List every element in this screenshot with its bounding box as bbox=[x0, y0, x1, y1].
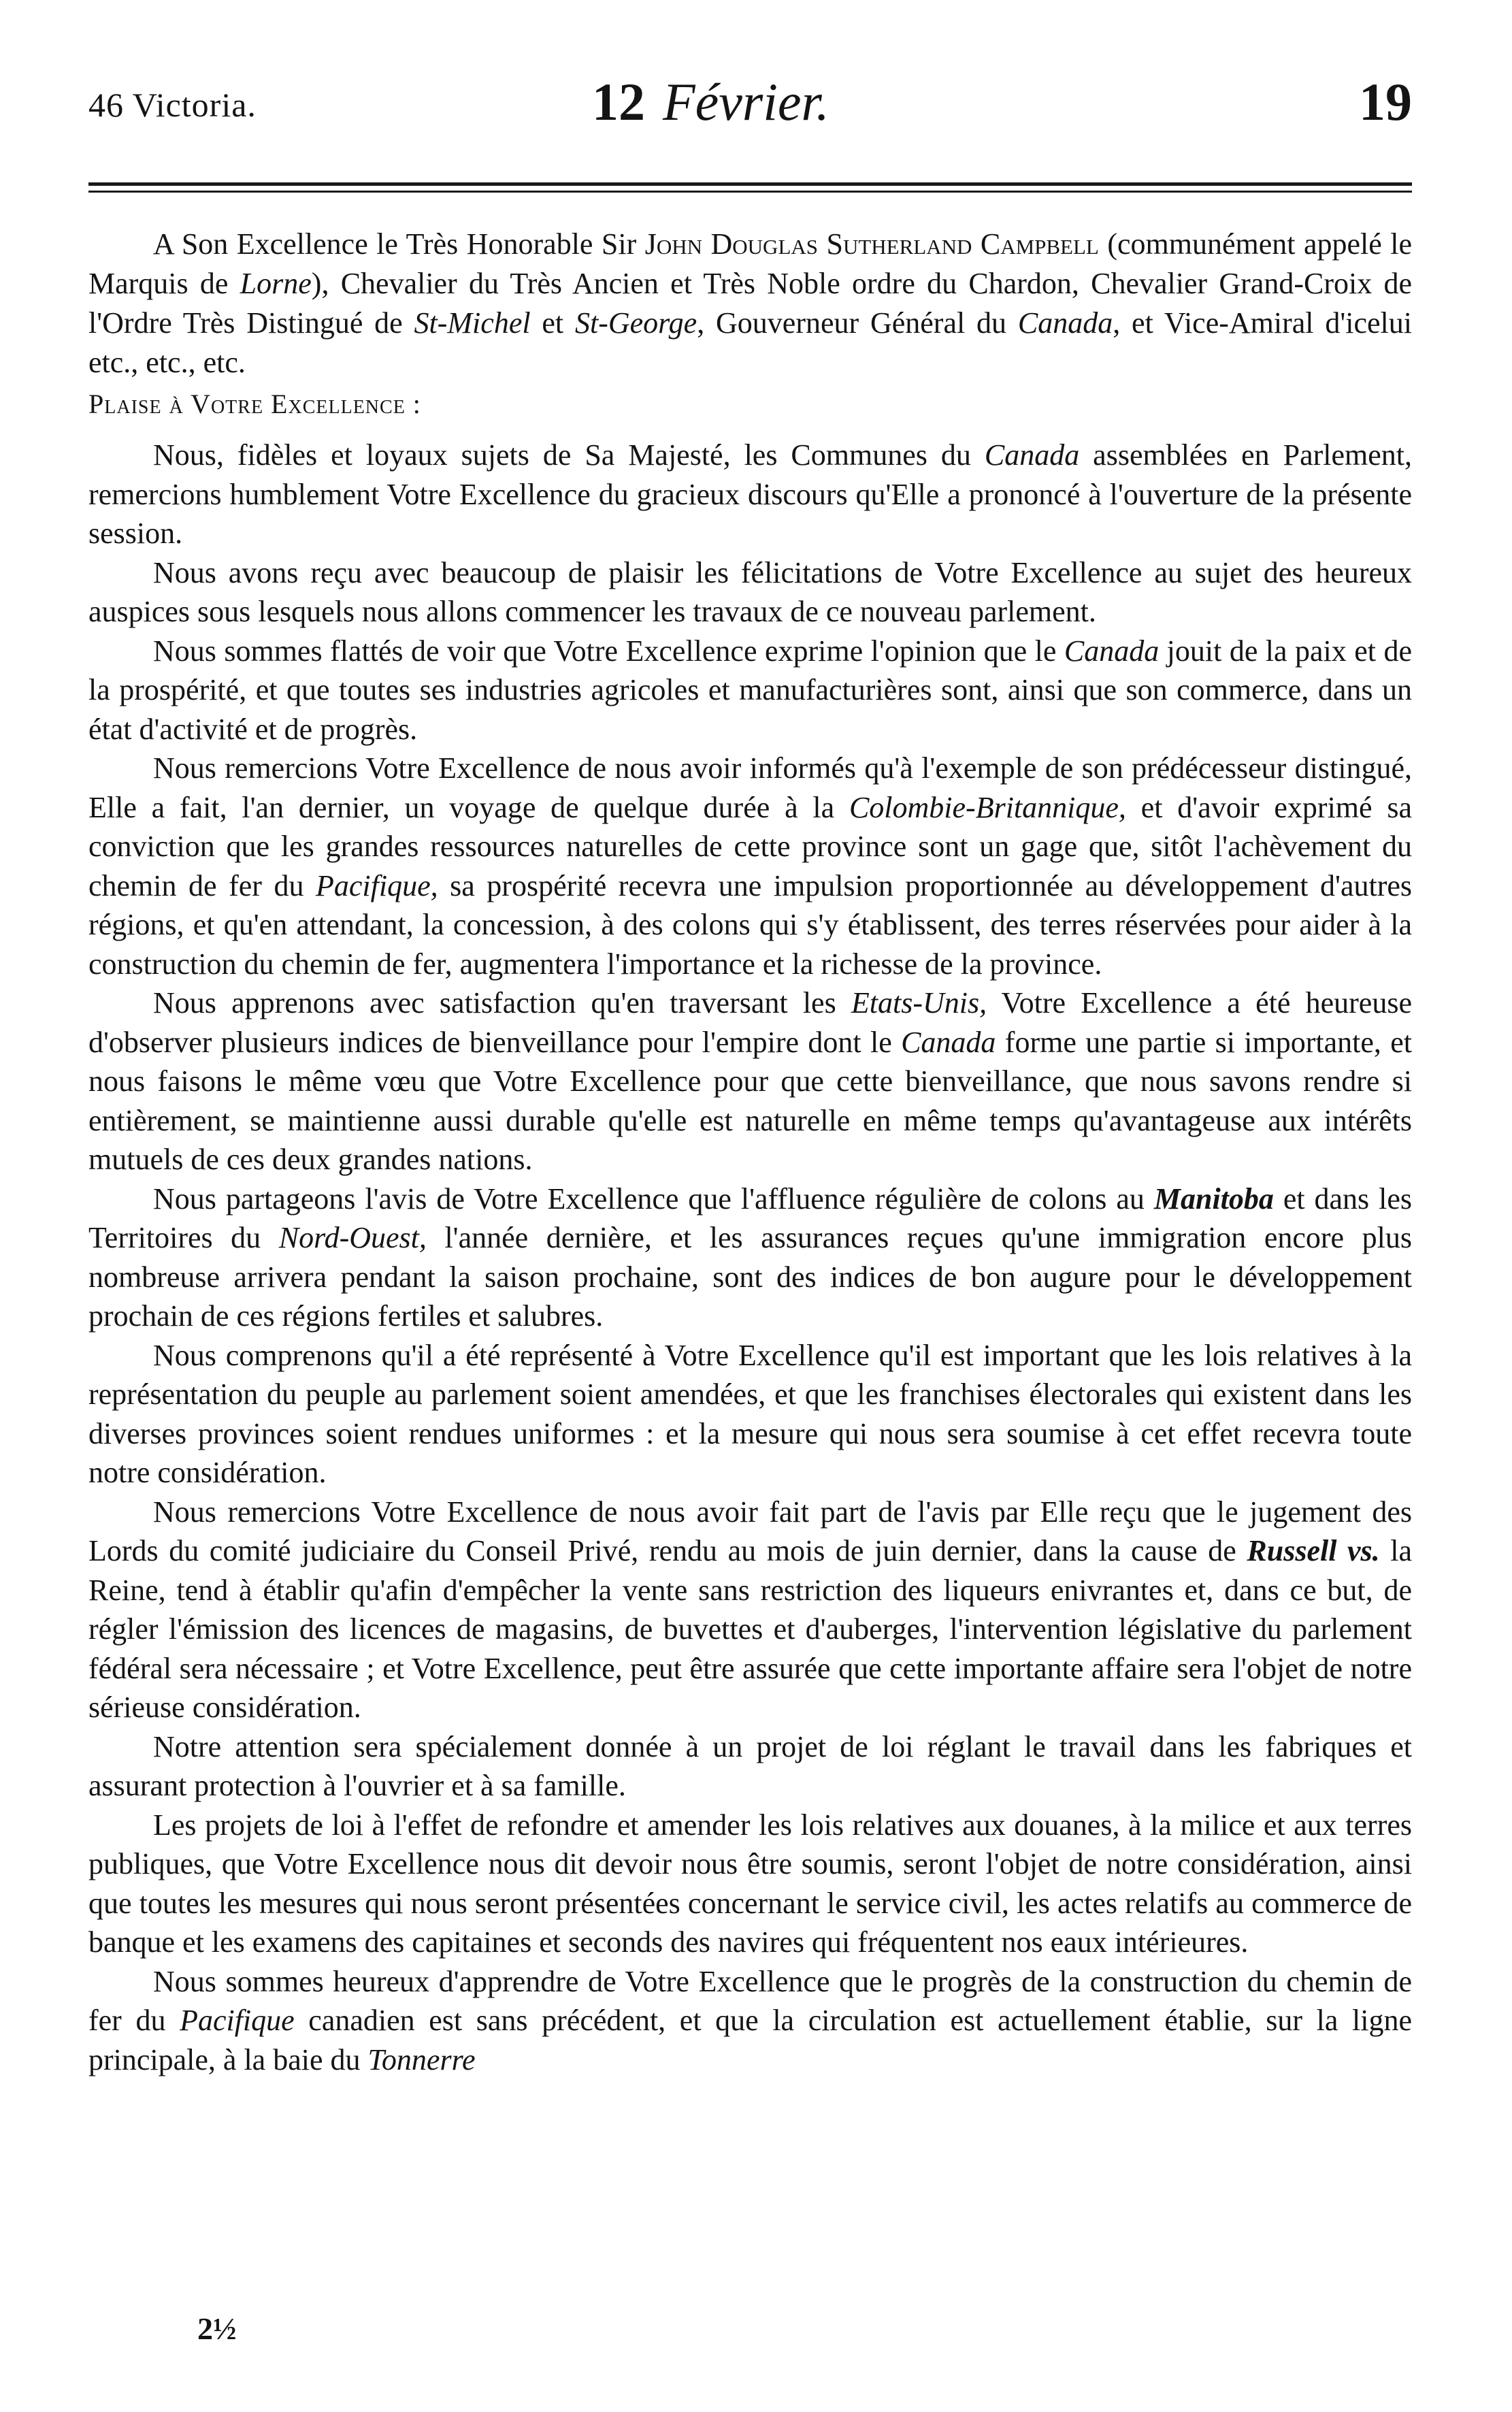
reply-body bbox=[88, 436, 1412, 2079]
paragraph-6 bbox=[88, 1179, 1412, 1336]
paragraph-text: l'année dernière, et les assurances reçues qu'une immigration encore plus nombreuse arrivera pendant la saison prochaine, sont des indices de bon augure pour le développement prochain de ces régions fertiles et salubres. bbox=[88, 1221, 1412, 1333]
paragraph-italic: Pacifique bbox=[180, 2004, 295, 2037]
paragraph-11 bbox=[88, 1962, 1412, 2080]
paragraph-text: Nous, fidèles et loyaux sujets de Sa Majesté, les Communes du bbox=[153, 438, 985, 472]
paragraph-italic: Colombie-Britannique, bbox=[849, 790, 1126, 824]
paragraph-1 bbox=[88, 436, 1412, 553]
address-italic: Canada bbox=[1017, 306, 1113, 340]
paragraph-8 bbox=[88, 1493, 1412, 1727]
paragraph-text: Nous remercions Votre Excellence de nous avoir informés qu'à l'exemple de son prédécesseur distingué, Elle a fait, l'an dernier, un voyage de quelque durée à la bbox=[88, 751, 1412, 824]
header-rule-thick bbox=[88, 182, 1412, 186]
paragraph-text: et dans les Territoires du bbox=[88, 1181, 1412, 1254]
paragraph-text: Votre Excellence a été heureuse d'observer plusieurs indices de bienveillance pour l'empire dont le bbox=[88, 986, 1412, 1059]
paragraph-italic: Etats-Unis, bbox=[851, 986, 987, 1020]
paragraph-italic: Canada bbox=[1064, 634, 1160, 668]
running-header bbox=[88, 65, 1412, 140]
page-header-area bbox=[88, 65, 1412, 140]
salutation: Plaise à Votre Excellence : bbox=[88, 389, 421, 419]
address-block bbox=[88, 225, 1412, 382]
paragraph-text: Nous remercions Votre Excellence de nous avoir fait part de l'avis par Elle reçu que le jugement des Lords du comité judiciaire du Conseil Privé, rendu au mois de juin dernier, dans la cause de bbox=[88, 1495, 1412, 1567]
paragraph-3 bbox=[88, 632, 1412, 749]
paragraph-italic: Canada bbox=[984, 438, 1080, 472]
address-italic: Lorne bbox=[240, 267, 312, 300]
header-month: Février. bbox=[663, 72, 829, 131]
paragraph-4 bbox=[88, 749, 1412, 983]
paragraph-italic: Russell vs. bbox=[1247, 1534, 1380, 1567]
paragraph-9: Notre attention sera spécialement donnée à un projet de loi réglant le travail dans les fabriques et assurant protection à l'ouvrier et à sa famille. bbox=[88, 1729, 1412, 1802]
paragraph-text: Nous apprenons avec satisfaction qu'en traversant les bbox=[153, 986, 851, 1020]
paragraph-italic: Tonnerre bbox=[367, 2042, 476, 2076]
paragraph-text: Nous sommes heureux d'apprendre de Votre Excellence que le progrès de la construction du chemin de fer du bbox=[88, 1964, 1412, 2037]
paragraph-text: Nous sommes flattés de voir que Votre Excellence exprime l'opinion que le bbox=[153, 634, 1064, 668]
header-day: 12 bbox=[592, 72, 645, 131]
paragraph-7: Nous comprenons qu'il a été représenté à Votre Excellence qu'il est important que les lois relatives à la représentation du peuple au parlement soient amendées, et que les franchises électorales qui existent dans les diverses provinces soient rendues uniformes : et la mesure qui nous sera soumise à cet effet recevra toute notre considération. bbox=[88, 1338, 1412, 1489]
address-italic: St-George bbox=[574, 306, 697, 340]
address-text: , Gouverneur Général du bbox=[697, 306, 1018, 340]
paragraph-italic: Canada bbox=[901, 1025, 996, 1059]
paragraph-2: Nous avons reçu avec beaucoup de plaisir les félicitations de Votre Excellence au sujet des heureux auspices sous lesquels nous allons commencer les travaux de ce nouveau parlement. bbox=[88, 555, 1412, 628]
paragraph-10: Les projets de loi à l'effet de refondre et amender les lois relatives aux douanes, à la milice et aux terres publiques, que Votre Excellence nous dit devoir nous être soumis, seront l'objet de notre considération, ainsi que toutes les mesures qui nous seront présentées concernant le service civil, les actes relatifs au commerce de banque et les examens des capitaines et seconds des navires qui fréquentent nos eaux intérieures. bbox=[88, 1808, 1412, 1959]
address-text: ), Chevalier du Très Ancien et Très Noble ordre du Chardon, Chevalier Grand-Croix de l'Ordre Très Distingué de bbox=[88, 267, 1412, 340]
governor-name: John Douglas Sutherland Campbell bbox=[644, 227, 1099, 261]
paragraph-text: et d'avoir exprimé sa conviction que les grandes ressources naturelles de cette province sont un gage que, sitôt l'achèvement du chemin de fer du bbox=[88, 790, 1413, 902]
paragraph-5 bbox=[88, 983, 1412, 1179]
header-rule-thin bbox=[88, 191, 1412, 193]
paragraph-italic: Nord-Ouest, bbox=[278, 1221, 427, 1254]
address-italic: St-Michel bbox=[414, 306, 531, 340]
paragraph-text: la Reine, tend à établir qu'afin d'empêcher la vente sans restriction des liqueurs enivrantes et, dans ce but, de régler l'émission des licences de magasins, de buvettes et d'auberges, l'intervention législative du parlement fédéral sera nécessaire ; et Votre Excellence, peut être assurée que cette importante affaire sera l'objet de notre sérieuse considération. bbox=[88, 1534, 1412, 1724]
paragraph-text: jouit de la paix et de la prospérité, et que toutes ses industries agricoles et manufacturières sont, ainsi que son commerce, dans un état d'activité et de progrès. bbox=[88, 634, 1412, 746]
signature-mark: 2½ bbox=[197, 2311, 237, 2346]
paragraph-italic: Pacifique, bbox=[315, 868, 438, 902]
address-text: A Son Excellence le Très Honorable Sir bbox=[153, 227, 645, 261]
header-date bbox=[592, 71, 829, 133]
address-text: (communément appelé le Marquis de bbox=[88, 227, 1412, 300]
paragraph-text: forme une partie si importante, et nous faisons le même vœu que Votre Excellence pour que cette bienveillance, que nous savons rendre si entièrement, se maintienne aussi durable qu'elle est naturelle en même temps qu'avantageuse aux intérêts mutuels de ces deux grandes nations. bbox=[88, 1025, 1412, 1176]
paragraph-text: assemblées en Parlement, remercions humblement Votre Excellence du gracieux discours qu'Elle a prononcé à l'ouverture de la présente session. bbox=[88, 438, 1412, 550]
paragraph-text: Nous partageons l'avis de Votre Excellence que l'affluence régulière de colons au bbox=[153, 1181, 1154, 1216]
paragraph-text: canadien est sans précédent, et que la circulation est actuellement établie, sur la ligne principale, à la baie du bbox=[88, 2004, 1412, 2076]
paragraph-italic: Manitoba bbox=[1153, 1181, 1274, 1216]
page-number: 19 bbox=[1359, 72, 1412, 131]
address-text: et bbox=[530, 306, 575, 340]
address-text: , et Vice-Amiral d'icelui etc., etc., etc. bbox=[88, 306, 1412, 379]
paragraph-text: sa prospérité recevra une impulsion proportionnée au développement d'autres régions, et qu'en attendant, la concession, à des colons qui s'y établissent, des terres réservées pour aider à la construction du chemin de fer, augmentera l'importance et la richesse de la province. bbox=[88, 868, 1413, 981]
regnal-year: 46 Victoria. bbox=[88, 86, 257, 124]
